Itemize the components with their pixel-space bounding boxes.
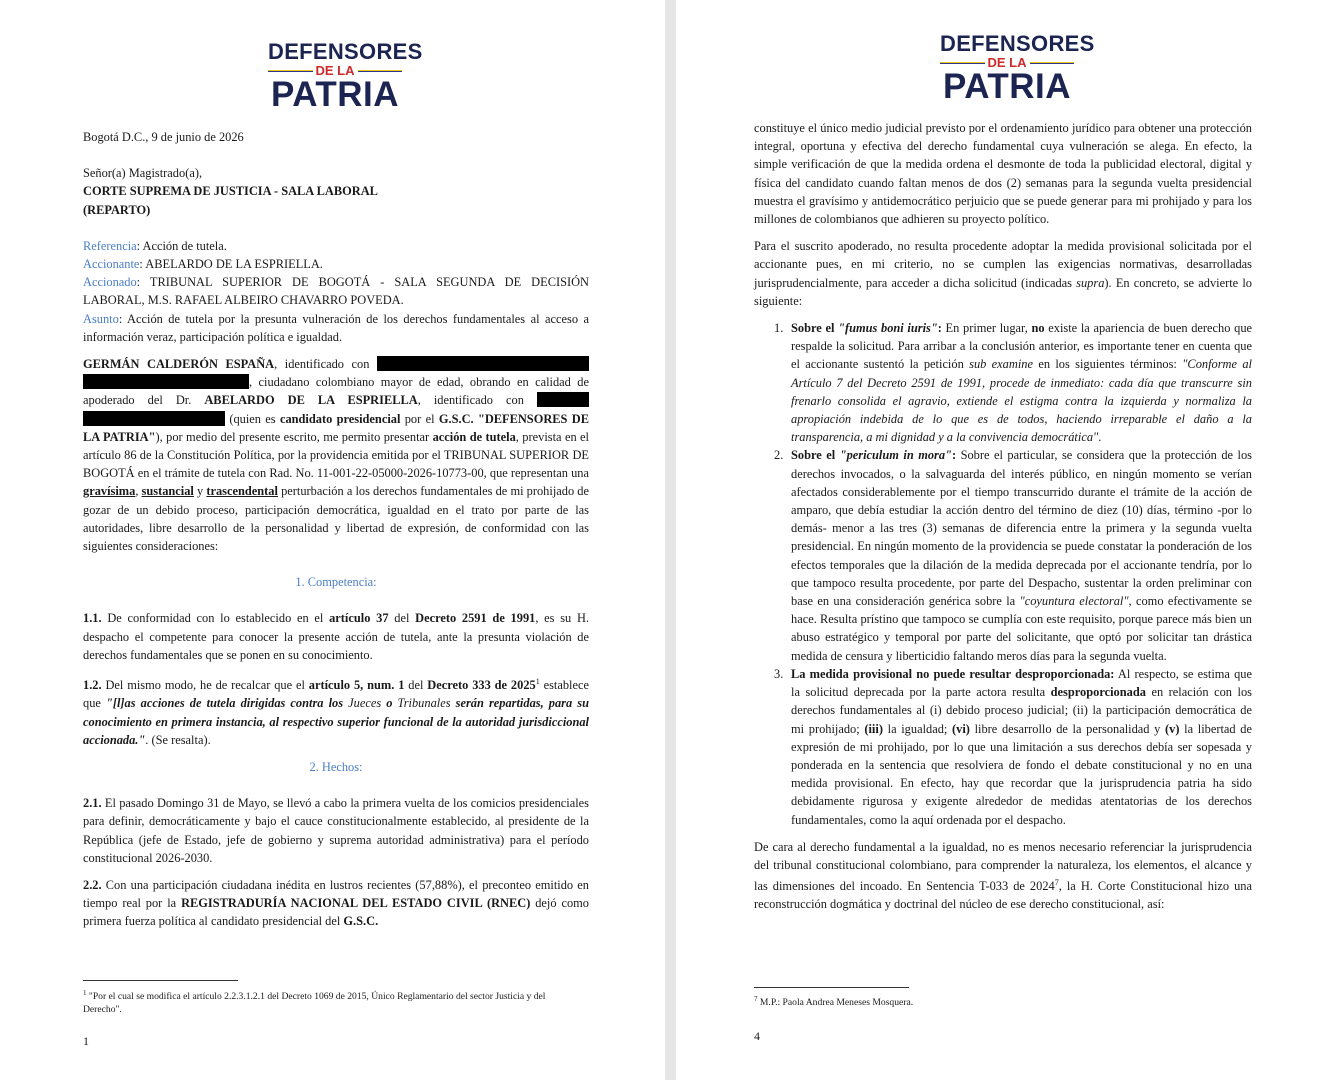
paragraph-2-1: 2.1. El pasado Domingo 31 de Mayo, se llevó a cabo la primera vuelta de los comicios presidenciales para definir, democráticamente y bajo el cauce constitucionalmente establecido, al presidente de la República (jefe de Estado, jefe de gobierno y suprema autoridad administrativa) para el período constitucional 2026-2030. [83,796,589,865]
requirements-list [754,319,1252,829]
intro-paragraph: GERMÁN CALDERÓN ESPAÑA, identificado con , ciudadano colombiano mayor de edad, obrando en calidad de apoderado del Dr. ABELARDO DE LA ESPRIELLA, identificado con (quien es candidato presidencial por el G.S.C. "DEFENSORES DE LA PATRIA"), por medio del presente escrito, me permito presentar acción de tutela, prevista en el artículo 86 de la Constitución Política, por la providencia emitida por el TRIBUNAL SUPERIOR DE BOGOTÁ en el trámite de tutela con Rad. No. 11-001-22-05000-2026-10773-00, que representan una gravísima, sustancial y trascendental perturbación a los derechos fundamentales de mi prohijado de gozar de un debido proceso, participación democrática, igualdad en el trato por parte de las autoridades, libre desarrollo de la personalidad y libertad de expresión, de conformidad con las siguientes consideraciones: [83,357,589,554]
court-name: CORTE SUPREMA DE JUSTICIA - SALA LABORAL [83,184,378,199]
asunto-line: Asunto: Acción de tutela por la presunta vulneración de los derechos fundamentales al acceso a información veraz, participación política e igualdad. [83,311,589,344]
redacted-block [377,356,589,371]
logo-line-3: PATRIA [270,75,400,114]
defensores-logo [268,39,423,114]
accionado-line: Accionado: TRIBUNAL SUPERIOR DE BOGOTÁ - SALA SEGUNDA DE DECISIÓN LABORAL, M.S. RAFAEL ALBEIRO CHAVARRO POVEDA. [83,275,589,308]
logo-line-1: DEFENSORES [268,39,423,64]
accionante-line: Accionante: ABELARDO DE LA ESPRIELLA. [83,257,323,272]
reparto: (REPARTO) [83,202,151,217]
logo-line-2: DE LA [315,63,355,78]
footnote-separator [754,987,909,988]
document-page-4 [676,0,1328,1080]
page-body [754,119,1252,914]
page-number: 4 [754,1029,760,1043]
paragraph-1-1: 1.1. De conformidad con lo establecido en el artículo 37 del Decreto 2591 de 1991, es su H. despacho el competente para conocer la presente acción de tutela, ante la presunta violación de derechos fundamentales que se ponen en su conocimiento. [83,611,590,662]
logo-stripe-left [268,70,313,72]
list-item-fumus: 1. Sobre el "fumus boni iuris": En primer lugar, no existe la apariencia de buen derecho que respalde la solicitud. Para arribar a la conclusión anterior, es importante tener en cuenta que el accionante sustentó la petición sub examine en los siguientes términos: "Conforme al Artículo 7 del Decreto 2591 de 1991, procede de inmediato: cada día que transcurre sin frenarlo consolida el agravio, extiende el estigma contra la izquierda y normaliza la apropiación indebida de lo que es de todos, haciendo irreparable el daño a la transparencia, a mi dignidad y a la convivencia democrática". [774,321,1253,445]
logo-line-1: DEFENSORES [940,31,1095,56]
logo-stripe-right [1030,62,1075,64]
redacted-block [537,392,589,407]
logo-line-3: PATRIA [942,67,1072,106]
salutation: Señor(a) Magistrado(a), [83,166,203,181]
defensores-logo [940,31,1095,106]
letter-date: Bogotá D.C., 9 de junio de 2026 [83,130,244,144]
logo-line-2: DE LA [987,55,1027,70]
section-hechos: 2. Hechos: [309,760,363,775]
paragraph-continuation: constituye el único medio judicial previsto por el ordenamiento jurídico para obtener una protección integral, oportuna y efectiva del derecho fundamental cuya vulneración se alega. En efecto, la simple verificación de que la medida ordena el desmonte de toda la publicidad electoral, digital y física del candidato cuando faltan menos de dos (2) semanas para la segunda vuelta presidencial muestra el gravísimo y antidemocrático perjuicio que se puede generar para mi prohijado y para los millones de colombianos que adhieren su proyecto político. [754,121,1252,227]
section-competencia: 1. Competencia: [295,575,377,590]
page-body [83,128,589,931]
list-item-proporcionalidad: 3. La medida provisional no puede resultar desproporcionada: Al respecto, se estima que la solicitud deprecada por la parte actora resulta desproporcionada en relación con los derechos fundamentales al (i) debido proceso judicial; (ii) la participación democrática de mi prohijado; (iii) la igualdad; (vi) libre desarrollo de la personalidad y (v) la libertad de expresión de mi prohijado, por lo que una limitación a sus derechos debía ser sopesada y ponderada en la sentencia que resolviera de fondo el debate constitucional y no en una medida provisional. En efecto, hay que recordar que la jurisprudencia patria ha sido debidamente rigurosa y exigente alrededor de medidas atentatorias de los derechos fundamentales, como la aquí ordenada por el despacho. [774,666,1253,827]
reference-line: Referencia: Acción de tutela. [83,238,227,253]
paragraph-2-2: 2.2. Con una participación ciudadana inédita en lustros recientes (57,88%), el preconteo emitido en tiempo real por la REGISTRADURÍA NACIONAL DEL ESTADO CIVIL (RNEC) dejó como primera fuerza política al candidato presidencial del G.S.C. [83,878,589,929]
paragraph-medida: Para el suscrito apoderado, no resulta procedente adoptar la medida provisional solicitada por el accionante pues, en mi criterio, no se cumplen las exigencias normativas, desarrolladas jurisprudencialmente, para acceder a dicha solicitud (indicadas supra). En concreto, se advierte lo siguiente: [754,239,1252,308]
logo-stripe-left [940,62,985,64]
page-number: 1 [83,1034,89,1048]
footnote-1: $^1$ "Por el cual se modifica el artículo 2.2.3.1.2.1 del Decreto 1069 de 2015, Único Reglamentario del sector Justicia y del Derecho". [83,989,546,1015]
footnote-separator [83,980,238,981]
paragraph-igualdad: De cara al derecho fundamental a la igualdad, no es menos necesario referenciar la jurisprudencia del tribunal constitucional colombiano, para comprender la naturaleza, los elementos, el alcance y las dimensiones del incoado. En Sentencia T-033 de 2024$^7$, la H. Corte Constitucional hizo una reconstrucción dogmática y doctrinal del núcleo de ese derecho constitucional, así: [754,839,1252,912]
paragraph-1-2: 1.2. Del mismo modo, he de recalcar que el artículo 5, num. 1 del Decreto 333 de 2025$^1$ establece que "[l]as acciones de tutela dirigidas contra los Jueces o Tribunales serán repartidas, para su conocimiento en primera instancia, al respectivo superior funcional de la autoridad jurisdiccional accionada.". (Se resalta). [83,677,589,747]
redacted-block [83,411,225,426]
logo-stripe-right [358,70,403,72]
redacted-block [83,374,249,389]
list-item-periculum: 2. Sobre el "periculum in mora": Sobre el particular, se considera que la protección de los derechos invocados, o la salvaguarda del interés público, en ningún momento se verían afectados considerablemente por el tiempo transcurrido durante el trámite de la acción de amparo, que debía estudiar la acción dentro del término de diez (10) días, término -por lo demás- menor a las tres (3) semanas de diferencia entre la primera y la segunda vuelta presidencial. En ningún momento de la providencia se puede constatar la ponderación de los efectos temporales que la dilación de la medida deprecada por el accionante tendría, por lo que tampoco resulta procedente, por parte del Despacho, sustentar la orden preliminar con base en una consideración genérica sobre la "coyuntura electoral", como efectivamente se hace. Resulta prístino que tampoco se cumplía con este requisito, porque parece más bien un abuso estratégico y temporal por parte del solicitante, que optó por solicitar tan drástica medida de censura y liberticidio faltando meros días para la segunda vuelta. [774,448,1252,663]
footnote-7: $^7$ M.P.: Paola Andrea Meneses Mosquera. [754,995,914,1009]
